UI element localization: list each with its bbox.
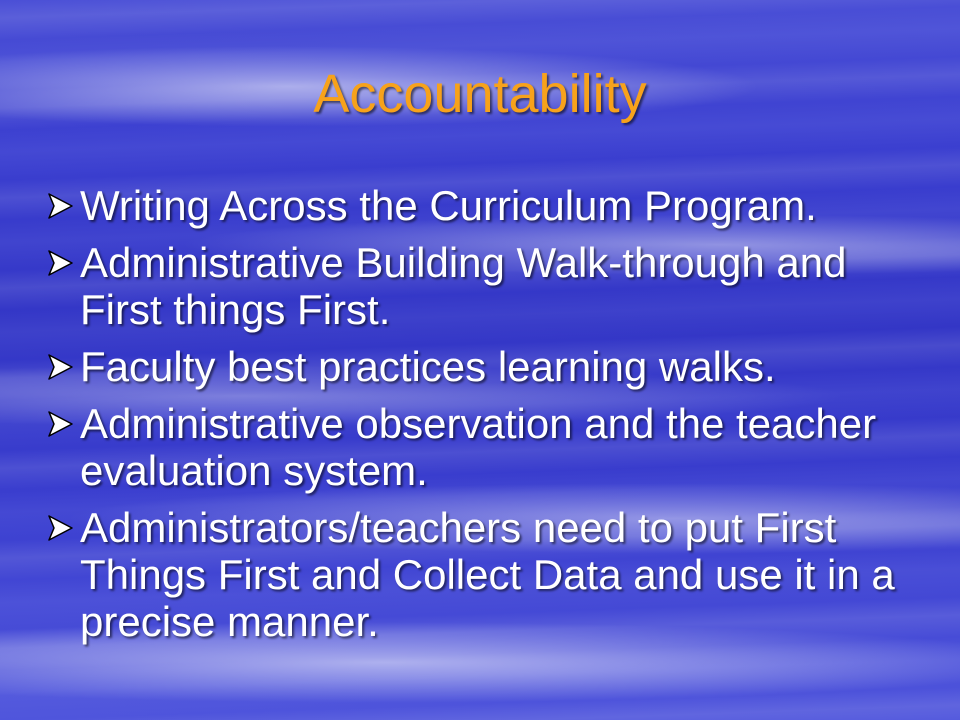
arrow-bullet-icon [46,513,76,543]
bullet-text: Faculty best practices learning walks. [80,343,776,390]
arrow-bullet-icon [46,248,76,278]
bullet-text: Administrative Building Walk-through and First things First. [80,239,847,333]
slide-title: Accountability [313,64,647,124]
bullet-item [44,239,934,333]
bullet-list [44,182,934,655]
arrow-bullet-icon [46,191,76,221]
bullet-text: Administrators/teachers need to put First Things First and Collect Data and use it in a precise manner. [80,504,895,645]
bullet-item [44,400,934,494]
bullet-text: Administrative observation and the teacher evaluation system. [80,400,877,494]
bullet-item [44,182,934,229]
bullet-text: Writing Across the Curriculum Program. [80,182,817,229]
bullet-item [44,343,934,390]
bullet-item [44,504,934,645]
arrow-bullet-icon [46,352,76,382]
arrow-bullet-icon [46,409,76,439]
